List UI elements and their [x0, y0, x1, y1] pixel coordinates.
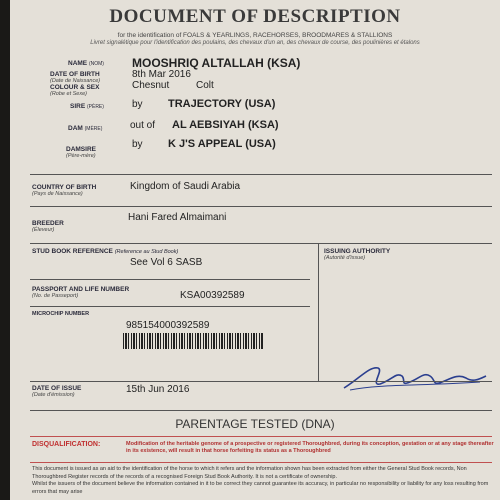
divider — [30, 436, 492, 437]
disqualification-text: Modification of the heritable genome of a prospective or registered Thoroughbred, during its conception, gestation or at any stage thereafter in its existence, will result in that horse forfeiting its status as a Thoroughbred — [126, 441, 494, 454]
dam-label: DAM (MÈRE) — [68, 125, 103, 132]
issue-date-value: 15th Jun 2016 — [126, 384, 190, 395]
dam-value: AL AEBSIYAH (KSA) — [172, 119, 279, 131]
breeder-value: Hani Fared Almaimani — [128, 212, 227, 223]
footer-notice — [32, 466, 494, 496]
divider — [30, 410, 492, 411]
disqualification-label: DISQUALIFICATION: — [32, 441, 101, 448]
column-divider — [318, 243, 319, 381]
damsire-prefix: by — [132, 139, 143, 150]
studbook-value: See Vol 6 SASB — [130, 257, 203, 268]
country-label: COUNTRY OF BIRTH (Pays de Naissance) — [32, 184, 97, 197]
footer-line-1: This document is issued as an aid to the identification of the horse to which it refers and the information shown has been extracted from either the General Stud Book records, Non Thoroughbred Register records of the records of a recognised Foreign Stud Book Authority. It is not a certificate of ownership. — [32, 466, 467, 480]
document-title: DOCUMENT OF DESCRIPTION — [109, 6, 401, 27]
dob-value: 8th Mar 2016 — [132, 69, 191, 80]
document-page — [10, 0, 500, 500]
divider — [30, 462, 492, 463]
dob-label: DATE OF BIRTH (Date de Naissance) — [50, 71, 101, 84]
divider — [30, 174, 492, 175]
sex-value: Colt — [196, 80, 214, 91]
parentage-tested: PARENTAGE TESTED (DNA) — [175, 417, 335, 431]
sire-label: SIRE (PÈRE) — [70, 103, 104, 110]
damsire-label: DAMSIRE (Père-mère) — [66, 146, 96, 159]
passport-label: PASSPORT AND LIFE NUMBER (No. de Passeport) — [32, 286, 130, 299]
divider — [30, 206, 492, 207]
divider — [30, 243, 492, 244]
footer-line-2: Whilst the issuers of the document believe the information contained in it to be correct they cannot guarantee its accuracy, in particular no responsibility or liability for any loss resulting from errors that may arise — [32, 481, 489, 495]
divider — [30, 279, 310, 280]
studbook-label: STUD BOOK REFERENCE (Reference au Stud Book) — [32, 248, 179, 255]
colour-value: Chesnut — [132, 80, 170, 91]
breeder-label: BREEDER (Éleveur) — [32, 220, 64, 233]
dam-prefix: out of — [130, 120, 156, 131]
sire-prefix: by — [132, 99, 143, 110]
authority-label: ISSUING AUTHORITY (Autorité d'issue) — [324, 248, 391, 261]
document-subtitle: for the identification of FOALS & YEARLINGS, RACEHORSES, BROODMARES & STALLIONS — [117, 32, 393, 39]
divider — [30, 381, 492, 382]
name-label: NAME (NOM) — [68, 60, 104, 67]
authority-signature — [340, 358, 490, 394]
document-subtitle-fr: Livret signalétique pour l'identification des poulains, des chevaux d'un an, des chevaux de course, des poulinières et étalons — [90, 40, 420, 46]
damsire-value: K J'S APPEAL (USA) — [168, 138, 276, 150]
country-value: Kingdom of Saudi Arabia — [130, 181, 241, 192]
divider — [30, 306, 310, 307]
colour-sex-label: COLOUR & SEX (Robe et Sexe) — [50, 84, 100, 97]
microchip-label: MICROCHIP NUMBER — [32, 311, 90, 317]
passport-value: KSA00392589 — [180, 290, 245, 301]
sire-value: TRAJECTORY (USA) — [168, 98, 276, 110]
issue-date-label: DATE OF ISSUE (Date d'émission) — [32, 385, 82, 398]
microchip-value: 985154000392589 — [126, 320, 210, 331]
name-value: MOOSHRIQ ALTALLAH (KSA) — [132, 56, 301, 70]
microchip-barcode — [123, 333, 263, 349]
